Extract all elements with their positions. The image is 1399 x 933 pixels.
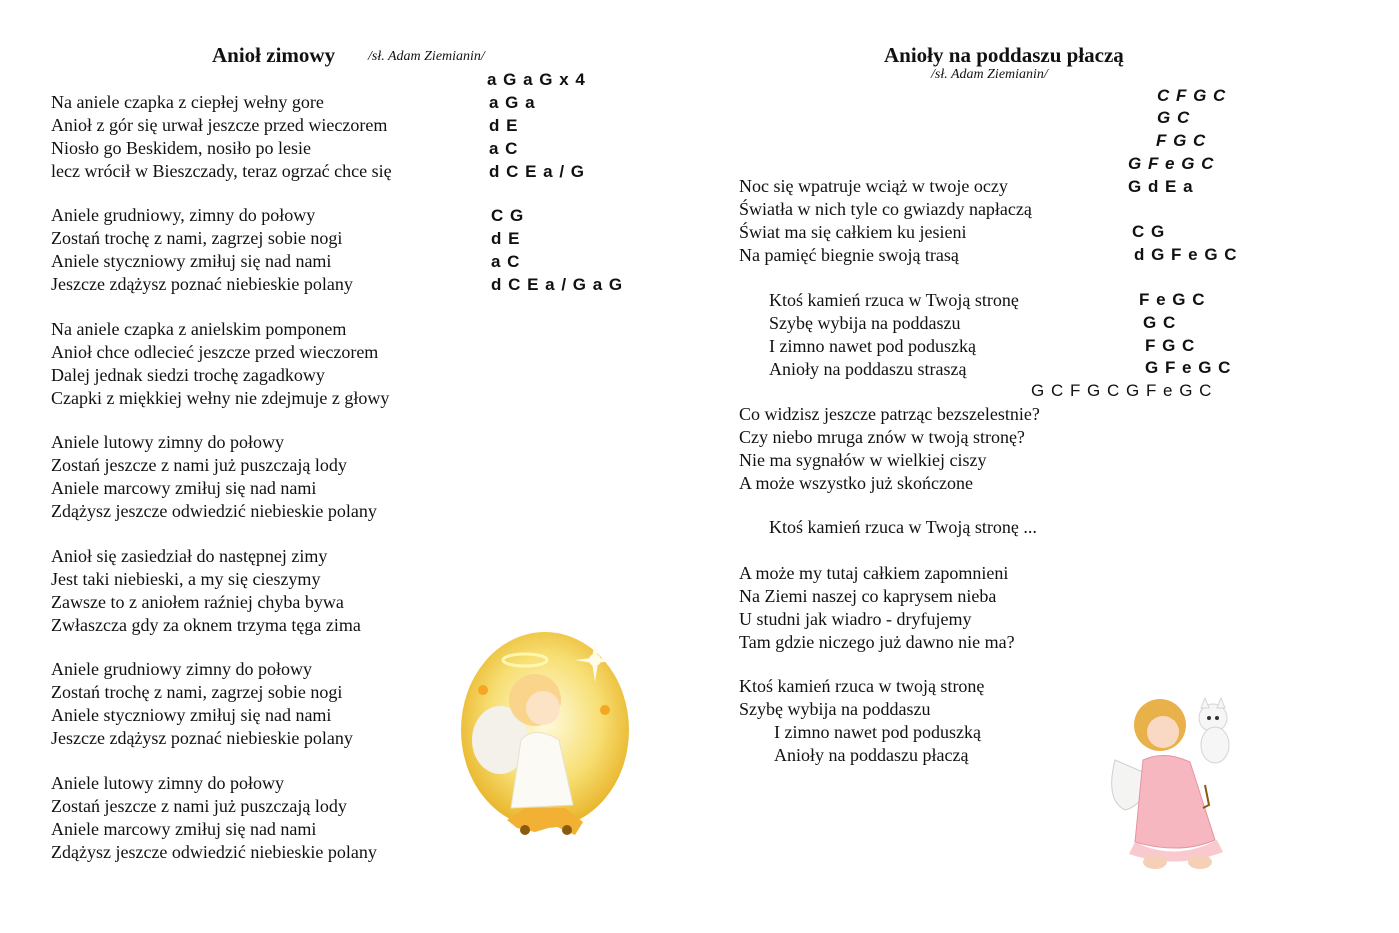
lyric-line: Czy niebo mruga znów w twoją stronę? <box>739 427 1025 447</box>
lyric-line: Jeszcze zdążysz poznać niebieskie polany <box>51 728 353 748</box>
intro-chord-line: F G C <box>1156 131 1207 150</box>
lyric-line: lecz wrócił w Bieszczady, teraz ogrzać chce się <box>51 161 392 181</box>
song-title-left: Anioł zimowy <box>212 43 336 67</box>
lyric-line: Na aniele czapka z anielskim pomponem <box>51 319 347 339</box>
lyric-line: Aniele styczniowy zmiłuj się nad nami <box>51 705 332 725</box>
lyric-line: Zdążysz jeszcze odwiedzić niebieskie polany <box>51 501 377 521</box>
lyric-line: Anioł z gór się urwał jeszcze przed wieczorem <box>51 115 388 135</box>
stanza-left <box>51 658 353 750</box>
chord-line: d G F e G C <box>1134 245 1238 264</box>
lyric-line: U studni jak wiadro - dryfujemy <box>739 609 972 629</box>
lyric-line: Zdążysz jeszcze odwiedzić niebieskie polany <box>51 842 377 862</box>
lyric-line: Jest taki niebieski, a my się cieszymy <box>51 569 321 589</box>
lyric-line: Anioł się zasiedział do następnej zimy <box>51 546 328 566</box>
lyric-line: Świat ma się całkiem ku jesieni <box>739 222 967 242</box>
lyric-line: Zawsze to z aniołem raźniej chyba bywa <box>51 592 344 612</box>
stanza-left <box>51 545 361 637</box>
intro-chord-line: G F e G C <box>1128 154 1215 173</box>
chord-line: G F e G C <box>1145 358 1232 377</box>
lyric-line: Aniele grudniowy, zimny do połowy <box>51 205 316 225</box>
lyric-line: Szybę wybija na poddaszu <box>769 313 961 333</box>
song-author-right: /sł. Adam Ziemianin/ <box>931 67 1048 82</box>
final-chorus-right <box>739 675 984 767</box>
lyric-line: Aniele grudniowy zimny do połowy <box>51 659 312 679</box>
chord-line: F G C <box>1145 336 1196 355</box>
stanza-left <box>51 772 377 864</box>
song-title-right: Anioły na poddaszu płaczą <box>884 43 1124 67</box>
lyric-line: Co widzisz jeszcze patrząc bezszelestnie? <box>739 404 1040 424</box>
interlude-chords: G C F G C G F e G C <box>1031 381 1213 400</box>
lyric-line: Jeszcze zdążysz poznać niebieskie polany <box>51 274 353 294</box>
chord-line: a C <box>491 252 521 271</box>
verse2-right <box>739 403 1040 495</box>
lyric-line: Na Ziemi naszej co kaprysem nieba <box>739 586 997 606</box>
lyric-line: I zimno nawet pod poduszką <box>774 722 981 742</box>
chord-line: a C <box>489 139 519 158</box>
lyric-line: Zwłaszcza gdy za oknem trzyma tęga zima <box>51 615 361 635</box>
lyric-line: Aniele marcowy zmiłuj się nad nami <box>51 819 317 839</box>
lyric-line: Ktoś kamień rzuca w Twoją stronę <box>769 290 1019 310</box>
lyric-line: Zostań jeszcze z nami już puszczają lody <box>51 796 347 816</box>
lyric-line: Szybę wybija na poddaszu <box>739 699 931 719</box>
lyric-line: Zostań trochę z nami, zagrzej sobie nogi <box>51 228 343 248</box>
lyric-line: Na aniele czapka z ciepłej wełny gore <box>51 92 324 112</box>
stanza-left <box>51 204 353 296</box>
lyric-line: A może my tutaj całkiem zapomnieni <box>739 563 1009 583</box>
chord-line: F e G C <box>1139 290 1206 309</box>
stanza-left <box>51 431 377 523</box>
lyric-line: Aniele marcowy zmiłuj się nad nami <box>51 478 317 498</box>
angel-with-kitten-icon <box>1105 690 1255 880</box>
song-author-left: /sł. Adam Ziemianin/ <box>368 49 485 64</box>
lyric-line: Dalej jednak siedzi trochę zagadkowy <box>51 365 325 385</box>
chorus-reference: Ktoś kamień rzuca w Twoją stronę ... <box>769 517 1037 537</box>
intro-chord-line: C F G C <box>1157 86 1227 105</box>
stanza-left <box>51 318 389 410</box>
lyric-line: Zostań trochę z nami, zagrzej sobie nogi <box>51 682 343 702</box>
chord-line: d E <box>491 229 521 248</box>
chords-chorus-left <box>491 204 623 296</box>
chord-line: G d E a <box>1128 177 1194 196</box>
chord-line: d E <box>489 116 519 135</box>
lyric-line: Aniele styczniowy zmiłuj się nad nami <box>51 251 332 271</box>
chord-line: d C E a / G <box>489 162 586 181</box>
lyric-line: Anioły na poddaszu płaczą <box>774 745 969 765</box>
lyric-line: Zostań jeszcze z nami już puszczają lody <box>51 455 347 475</box>
lyric-line: I zimno nawet pod poduszką <box>769 336 976 356</box>
lyric-line: Aniele lutowy zimny do połowy <box>51 432 284 452</box>
chord-line: C G <box>1132 222 1166 241</box>
chords-verse-left <box>489 91 585 183</box>
intro-chord-line: G C <box>1157 108 1191 127</box>
angel-halo-oval-icon <box>455 630 635 855</box>
chord-line: a G a <box>489 93 536 112</box>
lyric-line: Noc się wpatruje wciąż w twoje oczy <box>739 176 1008 196</box>
stanza-left <box>51 91 392 183</box>
lyric-line: Światła w nich tyle co gwiazdy napłaczą <box>739 199 1032 219</box>
lyric-line: Ktoś kamień rzuca w twoją stronę <box>739 676 985 696</box>
verse1-right <box>739 175 1032 267</box>
lyric-line: Nie ma sygnałów w wielkiej ciszy <box>739 450 987 470</box>
lyric-line: Na pamięć biegnie swoją trasą <box>739 245 959 265</box>
lyric-line: A może wszystko już skończone <box>739 473 973 493</box>
lyric-line: Tam gdzie niczego już dawno nie ma? <box>739 632 1015 652</box>
lyric-line: Anioły na poddaszu straszą <box>769 359 967 379</box>
intro-chords-left: a G a G x 4 <box>487 70 586 89</box>
chord-line: C G <box>491 206 525 225</box>
lyric-line: Anioł chce odlecieć jeszcze przed wieczorem <box>51 342 379 362</box>
verse3-right <box>739 562 1015 654</box>
lyric-line: Niosło go Beskidem, nosiło po lesie <box>51 138 311 158</box>
chord-line: G C <box>1143 313 1177 332</box>
chord-line: d C E a / G a G <box>491 275 624 294</box>
lyric-line: Czapki z miękkiej wełny nie zdejmuje z głowy <box>51 388 390 408</box>
chorus-right <box>769 289 1019 381</box>
lyric-line: Aniele lutowy zimny do połowy <box>51 773 284 793</box>
